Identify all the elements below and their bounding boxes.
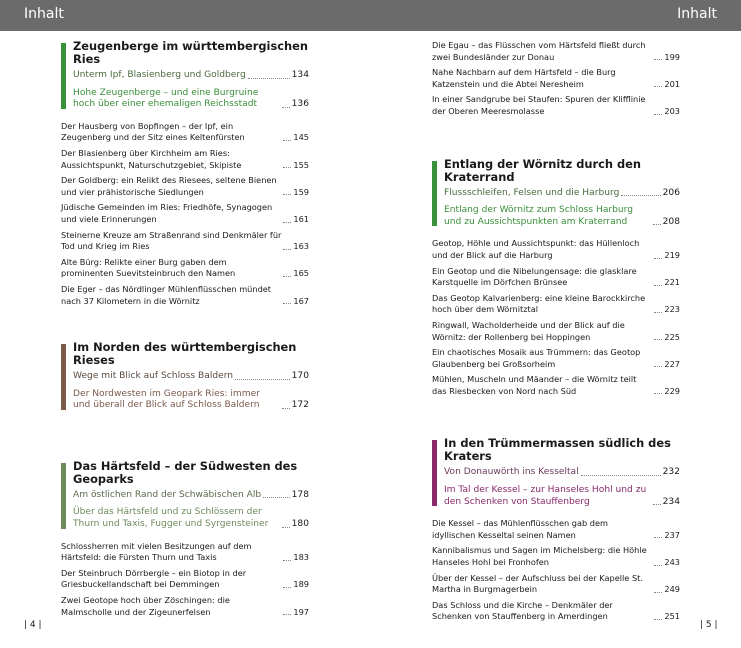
toc-entry-text: Der Goldberg: ein Relikt des Riesees, seltene Bienen und vier prähistorische Siedlungen bbox=[61, 175, 277, 197]
toc-page-number: 183 bbox=[293, 552, 309, 563]
section-spacer bbox=[61, 426, 309, 460]
section-woernitz bbox=[432, 158, 680, 229]
toc-page-number: 225 bbox=[664, 331, 680, 342]
section-haertsfeld bbox=[61, 460, 309, 531]
section-zeugenberge bbox=[61, 40, 309, 111]
toc-entry[interactable] bbox=[432, 374, 680, 397]
dot-leader bbox=[263, 497, 290, 498]
toc-sub-text: Flussschleifen, Felsen und die Harburg bbox=[444, 187, 620, 198]
dot-leader bbox=[282, 107, 290, 108]
toc-sub-text: Wege mit Blick auf Schloss Baldern bbox=[73, 371, 234, 382]
toc-page-number: 155 bbox=[293, 159, 309, 170]
toc-page-number: 167 bbox=[293, 295, 309, 306]
toc-page-number: 136 bbox=[291, 99, 309, 110]
toc-entry-text: Nahe Nachbarn auf dem Härtsfeld – die Burg Katzenstein und die Abtei Neresheim bbox=[432, 67, 616, 89]
toc-entry[interactable] bbox=[432, 545, 680, 568]
dot-leader bbox=[653, 504, 661, 505]
toc-page-number: 219 bbox=[664, 249, 680, 260]
right-column bbox=[432, 40, 680, 627]
dot-leader bbox=[654, 86, 662, 87]
toc-entry-text: Das Geotop Kalvarienberg: eine kleine Barockkirche hoch über dem Wörnitztal bbox=[432, 292, 646, 315]
dot-leader bbox=[283, 614, 291, 615]
toc-sub-text: Im Tal der Kessel – zur Hanseles Hohl und zu den Schenken von Stauffenberg bbox=[444, 485, 647, 507]
dot-leader bbox=[654, 366, 662, 367]
dot-leader bbox=[283, 194, 291, 195]
toc-entry-text: Alte Bürg: Relikte einer Burg gaben dem prominenten Suevitsteinbruch den Namen bbox=[61, 256, 236, 279]
dot-leader bbox=[283, 560, 291, 561]
toc-sub-text: Am östlichen Rand der Schwäbischen Alb bbox=[73, 489, 262, 500]
section-spacer bbox=[61, 311, 309, 341]
toc-entry-text: Über der Kessel – der Aufschluss bei der Kapelle St. Martha in Burgmagerbein bbox=[432, 572, 643, 595]
toc-entry[interactable] bbox=[432, 573, 680, 596]
dot-leader bbox=[654, 312, 662, 313]
toc-sub-text: Über das Härtsfeld und zu Schlössern der Thurn und Taxis, Fugger und Syrgensteiner bbox=[73, 507, 269, 530]
toc-entry[interactable] bbox=[61, 568, 309, 591]
toc-page-number: 223 bbox=[664, 304, 680, 315]
toc-entry[interactable] bbox=[61, 175, 309, 198]
header-title-left: Inhalt bbox=[24, 6, 64, 22]
section-color-bar bbox=[61, 463, 66, 529]
toc-entry-text: Die Egau – das Flüsschen vom Härtsfeld fließt durch zwei Bundesländer zur Donau bbox=[432, 40, 646, 62]
toc-entry-text: Ringwall, Wacholderheide und der Blick auf die Wörnitz: der Rollenberg bei Hoppingen bbox=[432, 319, 625, 342]
page-number-right: | 5 | bbox=[700, 620, 718, 630]
section-color-bar bbox=[61, 344, 66, 410]
dot-leader bbox=[283, 140, 291, 141]
toc-page-number: 201 bbox=[664, 78, 680, 89]
dot-leader bbox=[621, 195, 660, 196]
toc-entry[interactable] bbox=[432, 94, 680, 117]
toc-entry[interactable] bbox=[61, 202, 309, 225]
toc-entry[interactable] bbox=[432, 347, 680, 370]
dot-leader bbox=[283, 249, 291, 250]
toc-page-number: 180 bbox=[291, 519, 309, 530]
toc-sub-entry[interactable] bbox=[73, 70, 309, 82]
toc-entry[interactable] bbox=[432, 238, 680, 261]
toc-entry-text: Ein chaotisches Mosaik aus Trümmern: das Geotop Glaubenberg bei Großsorheim bbox=[432, 347, 641, 369]
dot-leader bbox=[654, 393, 662, 394]
toc-entry-list bbox=[432, 238, 680, 397]
page-number-left: | 4 | bbox=[24, 620, 42, 630]
toc-entry[interactable] bbox=[432, 40, 680, 63]
toc-entry-text: Steinerne Kreuze am Straßenrand sind Denkmäler für Tod und Krieg im Ries bbox=[61, 229, 282, 252]
toc-entry-text: Die Kessel – das Mühlenflüsschen gab dem idyllischen Kesseltal seinen Namen bbox=[432, 518, 609, 540]
toc-page-number: 229 bbox=[664, 385, 680, 396]
toc-entry-text: Jüdische Gemeinden im Ries: Friedhöfe, Synagogen und viele Erinnerungen bbox=[61, 202, 273, 224]
section-color-bar bbox=[432, 161, 437, 227]
toc-sub-entry[interactable] bbox=[73, 490, 309, 502]
toc-sub-entry[interactable] bbox=[73, 88, 309, 111]
toc-entry-text: In einer Sandgrube bei Staufen: Spuren der Klifflinie der Oberen Meeresmolasse bbox=[432, 94, 646, 116]
section-title: In den Trümmermassen südlich des Kraters bbox=[444, 436, 671, 464]
toc-page-number: 199 bbox=[664, 51, 680, 62]
dot-leader bbox=[283, 222, 291, 223]
toc-page-number: 208 bbox=[662, 216, 680, 227]
toc-page-number: 165 bbox=[293, 268, 309, 279]
section-truemmermassen bbox=[432, 437, 680, 508]
dot-leader bbox=[283, 167, 291, 168]
toc-page-number: 170 bbox=[291, 371, 309, 382]
toc-page-number: 232 bbox=[662, 467, 680, 478]
toc-entry[interactable] bbox=[61, 148, 309, 171]
section-im-norden bbox=[61, 341, 309, 412]
dot-leader bbox=[654, 619, 662, 620]
toc-entry-list bbox=[432, 518, 680, 623]
toc-sub-entry[interactable] bbox=[444, 467, 680, 479]
toc-page-number: 249 bbox=[664, 584, 680, 595]
toc-entry[interactable] bbox=[432, 320, 680, 343]
toc-page-number: 206 bbox=[662, 187, 680, 198]
toc-sub-entry[interactable] bbox=[444, 188, 680, 200]
dot-leader bbox=[283, 276, 291, 277]
dot-leader bbox=[248, 78, 290, 79]
toc-entry[interactable] bbox=[61, 595, 309, 618]
toc-page-number: 172 bbox=[291, 400, 309, 411]
toc-sub-text: Hohe Zeugenberge – und eine Burgruine hoch über einer ehemaligen Reichsstadt bbox=[73, 87, 259, 110]
toc-entry-text: Mühlen, Muscheln und Mäander – die Wörnitz teilt das Riesbecken von Nord nach Süd bbox=[432, 374, 637, 396]
toc-page-number: 178 bbox=[291, 489, 309, 500]
toc-page-number: 227 bbox=[664, 358, 680, 369]
toc-page-number: 189 bbox=[293, 579, 309, 590]
dot-leader bbox=[654, 339, 662, 340]
toc-page-number: 197 bbox=[293, 606, 309, 617]
section-title: Das Härtsfeld – der Südwesten des Geoparks bbox=[73, 458, 298, 486]
toc-sub-entry[interactable] bbox=[73, 507, 309, 530]
section-color-bar bbox=[61, 43, 66, 109]
toc-page-number: 134 bbox=[291, 70, 309, 80]
toc-entry[interactable] bbox=[432, 293, 680, 316]
section-spacer bbox=[432, 401, 680, 437]
toc-page-number: 251 bbox=[664, 611, 680, 622]
toc-page-number: 145 bbox=[293, 132, 309, 143]
toc-page-number: 243 bbox=[664, 557, 680, 568]
toc-entry-text: Der Blasienberg über Kirchheim am Ries: Aussichtspunkt, Naturschutzgebiet, Skipiste bbox=[61, 147, 242, 170]
toc-entry-text: Schlossherren mit vielen Besitzungen auf dem Härtsfeld: die Fürsten Thurn und Taxis bbox=[61, 540, 252, 563]
dot-leader bbox=[283, 303, 291, 304]
dot-leader bbox=[654, 114, 662, 115]
toc-sub-entry[interactable] bbox=[73, 389, 309, 412]
toc-entry[interactable] bbox=[61, 257, 309, 280]
toc-entry[interactable] bbox=[432, 518, 680, 541]
toc-sub-entry[interactable] bbox=[444, 485, 680, 508]
dot-leader bbox=[654, 258, 662, 259]
dot-leader bbox=[282, 408, 290, 409]
toc-entry[interactable] bbox=[61, 541, 309, 564]
dot-leader bbox=[654, 565, 662, 566]
dot-leader bbox=[235, 379, 290, 380]
toc-sub-entry[interactable] bbox=[73, 371, 309, 383]
toc-entry[interactable] bbox=[61, 121, 309, 144]
toc-entry-text: Zwei Geotope hoch über Zöschingen: die Malmscholle und der Zigeunerfelsen bbox=[61, 595, 230, 617]
toc-entry[interactable] bbox=[61, 284, 309, 307]
toc-entry[interactable] bbox=[432, 266, 680, 289]
section-title: Im Norden des württembergischen Rieses bbox=[73, 340, 297, 368]
section-title: Zeugenberge im württembergischen Ries bbox=[73, 39, 308, 66]
toc-page-number: 163 bbox=[293, 241, 309, 252]
toc-page-number: 203 bbox=[664, 105, 680, 116]
toc-entry-text: Der Hausberg von Bopfingen – der Ipf, ein Zeugenberg und der Sitz eines Keltenfürsten bbox=[61, 120, 245, 143]
toc-entry-list bbox=[432, 40, 680, 118]
toc-entry-text: Das Schloss und die Kirche – Denkmäler der Schenken von Stauffenberg in Amerdingen bbox=[432, 599, 613, 622]
dot-leader bbox=[581, 475, 661, 476]
dot-leader bbox=[654, 537, 662, 538]
dot-leader bbox=[654, 59, 662, 60]
toc-entry-list bbox=[61, 121, 309, 307]
toc-sub-text: Von Donauwörth ins Kesseltal bbox=[444, 467, 579, 478]
toc-entry-list bbox=[61, 541, 309, 619]
section-spacer bbox=[432, 122, 680, 158]
section-color-bar bbox=[432, 440, 437, 506]
toc-page-number: 161 bbox=[293, 213, 309, 224]
left-column bbox=[61, 40, 309, 622]
toc-sub-text: Unterm Ipf, Blasienberg und Goldberg bbox=[73, 70, 246, 80]
toc-entry-text: Geotop, Höhle und Aussichtspunkt: das Hüllenloch und der Blick auf die Harburg bbox=[432, 238, 640, 260]
header-bar bbox=[0, 0, 741, 31]
dot-leader bbox=[654, 592, 662, 593]
toc-entry-text: Kannibalismus und Sagen im Michelsberg: die Höhle Hanseles Hohl bei Fronhofen bbox=[432, 545, 647, 568]
toc-sub-text: Entlang der Wörnitz zum Schloss Harburg und zu Aussichtspunkten am Kraterrand bbox=[444, 205, 634, 227]
toc-sub-text: Der Nordwesten im Geopark Ries: immer und überall der Blick auf Schloss Baldern bbox=[73, 388, 260, 411]
dot-leader bbox=[654, 285, 662, 286]
toc-entry[interactable] bbox=[432, 600, 680, 623]
toc-entry[interactable] bbox=[432, 67, 680, 90]
toc-entry-text: Der Steinbruch Dörrbergle – ein Biotop in der Griesbuckellandschaft bei Demmingen bbox=[61, 567, 247, 590]
section-title: Entlang der Wörnitz durch den Kraterrand bbox=[444, 156, 641, 184]
dot-leader bbox=[282, 527, 290, 528]
dot-leader bbox=[283, 587, 291, 588]
toc-entry-text: Die Eger – das Nördlinger Mühlenflüsschen mündet nach 37 Kilometern in die Wörnitz bbox=[61, 283, 272, 306]
toc-page-number: 237 bbox=[664, 529, 680, 540]
header-title-right: Inhalt bbox=[677, 6, 717, 22]
toc-sub-entry[interactable] bbox=[444, 205, 680, 228]
toc-page-number: 221 bbox=[664, 277, 680, 288]
toc-page-number: 159 bbox=[293, 186, 309, 197]
toc-entry[interactable] bbox=[61, 230, 309, 253]
toc-entry-text: Ein Geotop und die Nibelungensage: die glasklare Karstquelle im Dörfchen Brünsee bbox=[432, 265, 637, 288]
toc-page-number: 234 bbox=[662, 496, 680, 507]
dot-leader bbox=[653, 224, 661, 225]
